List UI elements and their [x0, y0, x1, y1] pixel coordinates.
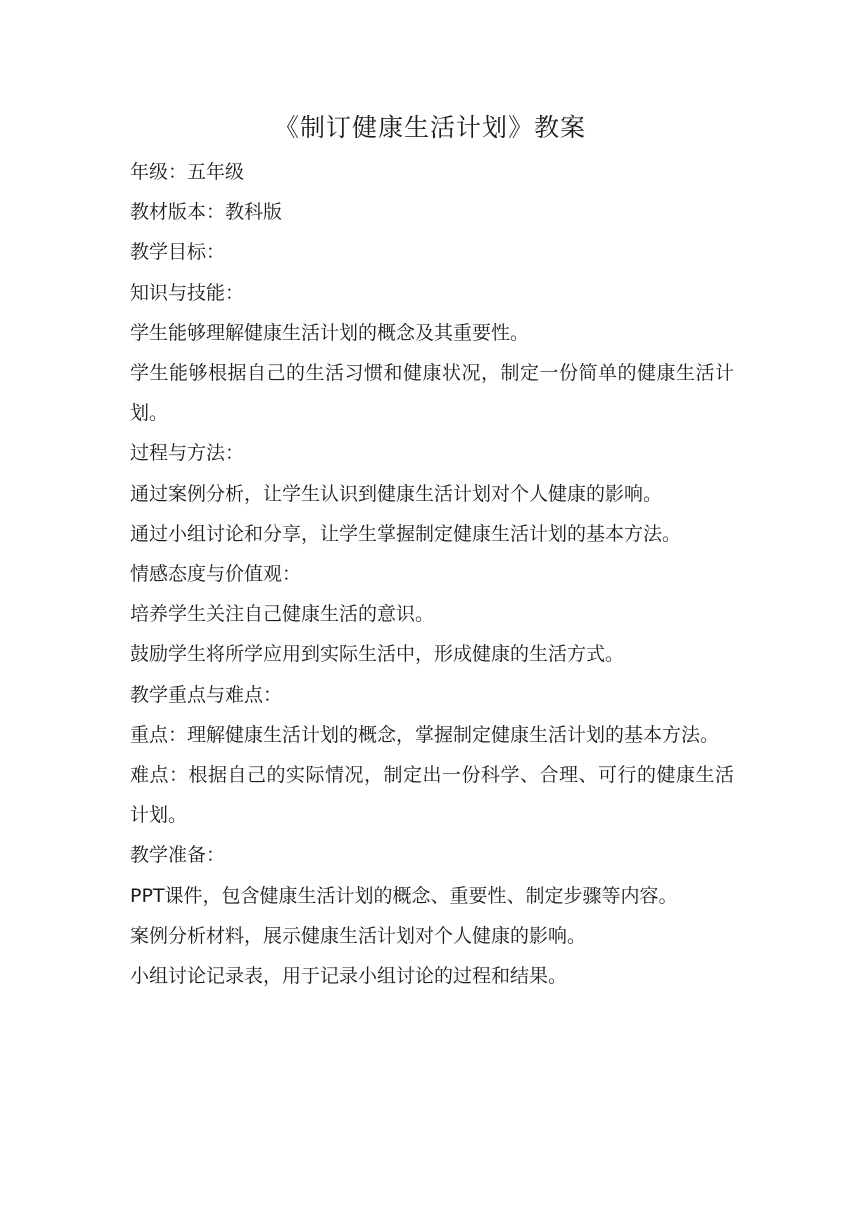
- document-body: [130, 152, 734, 996]
- difficult-point-item: 难点：根据自己的实际情况，制定出一份科学、合理、可行的健康生活计划。: [130, 764, 734, 827]
- preparation-item: 案例分析材料，展示健康生活计划对个人健康的影响。: [130, 924, 587, 947]
- emotion-values-heading: 情感态度与价值观：: [130, 563, 302, 586]
- objective-item: 通过案例分析，让学生认识到健康生活计划对个人健康的影响。: [130, 482, 663, 505]
- objective-item: 通过小组讨论和分享，让学生掌握制定健康生活计划的基本方法。: [130, 522, 682, 545]
- document-title: 《制订健康生活计划》教案: [273, 113, 586, 142]
- knowledge-skills-heading: 知识与技能：: [130, 281, 245, 304]
- objective-item: 培养学生关注自己健康生活的意识。: [130, 603, 435, 626]
- key-point-item: 重点：理解健康生活计划的概念，掌握制定健康生活计划的基本方法。: [130, 723, 720, 746]
- preparation-item: 小组讨论记录表，用于记录小组讨论的过程和结果。: [130, 965, 568, 988]
- objective-item: 鼓励学生将所学应用到实际生活中，形成健康的生活方式。: [130, 643, 625, 666]
- preparation-item: PPT课件，包含健康生活计划的概念、重要性、制定步骤等内容。: [130, 884, 678, 907]
- grade-line: 年级：五年级: [130, 161, 245, 183]
- objective-item: 学生能够理解健康生活计划的概念及其重要性。: [130, 321, 530, 344]
- textbook-edition-line: 教材版本：教科版: [130, 201, 283, 224]
- process-methods-heading: 过程与方法：: [130, 442, 245, 465]
- teaching-objectives-heading: 教学目标：: [130, 241, 226, 264]
- objective-item: 学生能够根据自己的生活习惯和健康状况，制定一份简单的健康生活计划。: [130, 362, 734, 425]
- teaching-preparation-heading: 教学准备：: [130, 844, 226, 867]
- key-difficult-points-heading: 教学重点与难点：: [130, 683, 283, 706]
